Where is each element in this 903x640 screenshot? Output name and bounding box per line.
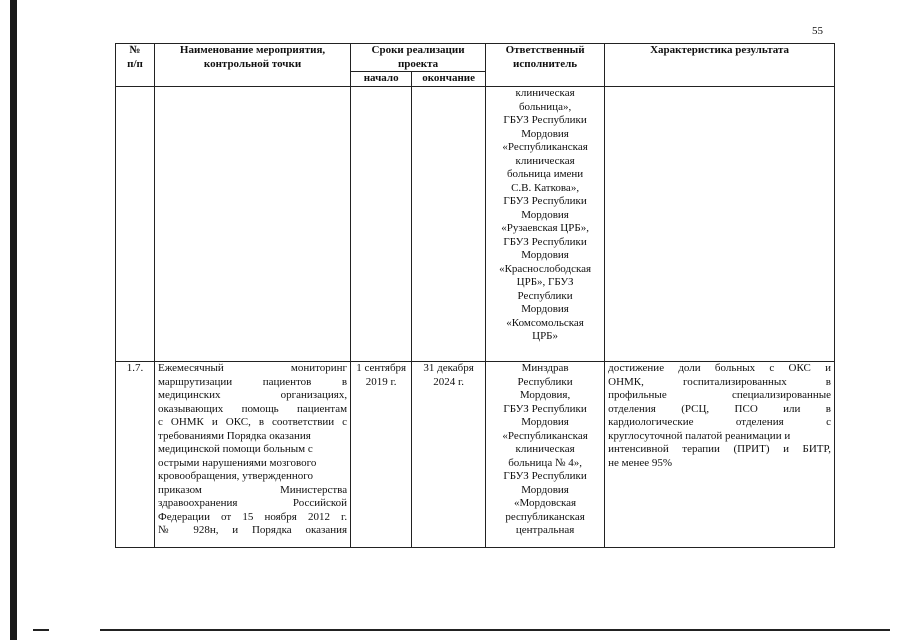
header-characteristic: Характеристика результата: [605, 44, 835, 87]
scan-left-edge: [10, 0, 17, 640]
table-row: [116, 87, 835, 362]
header-terms: Сроки реализации проекта: [351, 44, 486, 72]
page-number: 55: [812, 25, 823, 37]
header-num: № п/п: [116, 44, 155, 87]
row-start: [351, 87, 412, 362]
row-end: [412, 87, 486, 362]
row-name: [155, 87, 351, 362]
header-end: окончание: [412, 72, 486, 87]
row-characteristic: достижение доли больных с ОКС и ОНМК, госпитализированных в профильные специализированные отделения (РСЦ, ПСО или в кардиологические отделения с круглосуточной палатой реанимации и интенсивной терапии (ПРИТ) и БИТР, не менее 95%: [605, 362, 835, 548]
header-start: начало: [351, 72, 412, 87]
table-row: [116, 362, 835, 548]
scan-bottom-edge: [100, 629, 890, 631]
row-characteristic: [605, 87, 835, 362]
header-responsible: Ответственный исполнитель: [486, 44, 605, 87]
row-responsible: клиническая больница», ГБУЗ Республики Мордовия «Республиканская клиническая больница имени С.В. Каткова», ГБУЗ Республики Мордовия «Рузаевская ЦРБ», ГБУЗ Республики Мордовия «Краснослободская ЦРБ», ГБУЗ Республики Мордовия «Комсомольская ЦРБ»: [486, 87, 605, 362]
row-num: 1.7.: [116, 362, 155, 548]
measures-table: [115, 43, 835, 548]
scan-mark: [33, 629, 49, 631]
row-responsible: Минздрав Республики Мордовия, ГБУЗ Республики Мордовия «Республиканская клиническая больница № 4», ГБУЗ Республики Мордовия «Мордовская республиканская центральная: [486, 362, 605, 548]
row-name: Ежемесячный мониторинг маршрутизации пациентов в медицинских организациях, оказывающих помощь пациентам с ОНМК и ОКС, в соответствии с требованиями Порядка оказания медицинской помощи больным с острыми нарушениями мозгового кровообращения, утвержденного приказом Министерства здравоохранения Российской Федерации от 15 ноября 2012 г. № 928н, и Порядка оказания: [155, 362, 351, 548]
header-name: Наименование мероприятия, контрольной точки: [155, 44, 351, 87]
row-end: 31 декабря 2024 г.: [412, 362, 486, 548]
header-row: [116, 44, 835, 72]
row-start: 1 сентября 2019 г.: [351, 362, 412, 548]
row-num: [116, 87, 155, 362]
